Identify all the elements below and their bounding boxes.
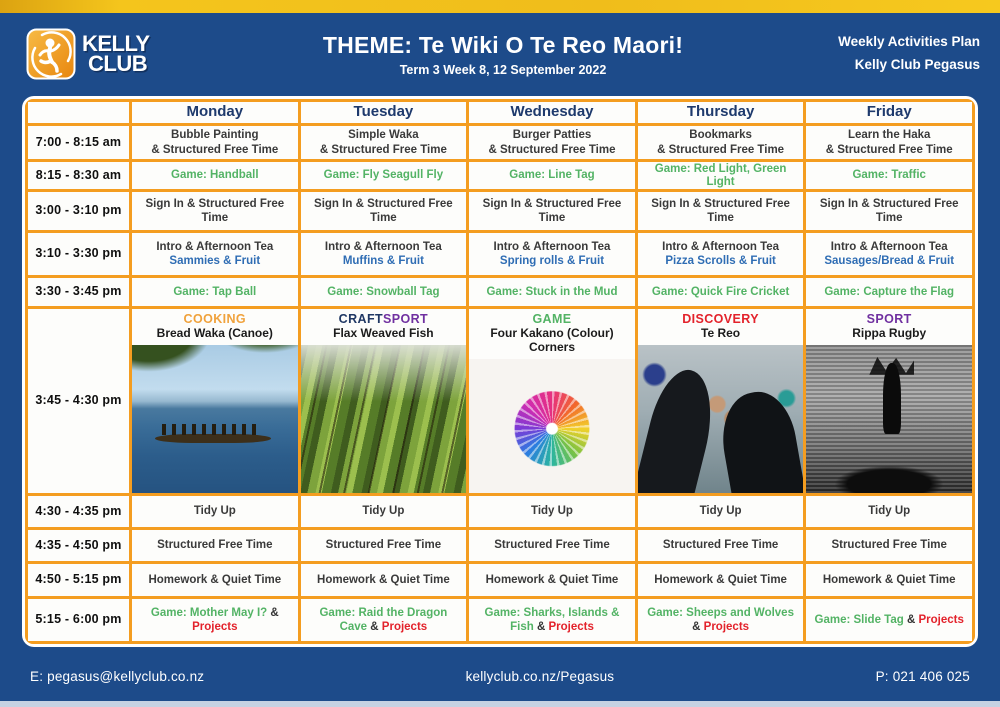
activity-line: Intro & Afternoon Tea	[493, 240, 611, 253]
activity-line: Intro & Afternoon Tea	[156, 240, 274, 253]
activity-line: & Structured Free Time	[488, 143, 616, 156]
activity-line: Burger Patties	[512, 129, 592, 142]
ampersand: &	[536, 621, 546, 633]
afternoon-tea-cell	[301, 233, 467, 275]
game-projects-cell	[132, 599, 298, 641]
game-label: Game: Mother May I?	[150, 606, 268, 619]
game-cell	[132, 278, 298, 306]
activity-label: Sign In & Structured Free Time	[145, 197, 285, 224]
activity-label: Homework & Quiet Time	[148, 573, 282, 586]
session-title	[848, 309, 930, 343]
activity-line: & Structured Free Time	[151, 143, 279, 156]
activity-cell	[638, 126, 804, 159]
game-label: Game: Sheeps and Wolves	[647, 606, 794, 619]
activity-cell	[132, 530, 298, 561]
session-name: Te Reo	[701, 326, 741, 341]
activity-cell	[638, 530, 804, 561]
waka-canoe-photo	[132, 345, 298, 493]
term-week-subtitle: Term 3 Week 8, 12 September 2022	[399, 62, 607, 77]
game-label: Game: Slide Tag	[814, 613, 904, 626]
activity-label: Sign In & Structured Free Time	[314, 197, 453, 224]
activity-cell	[469, 192, 635, 230]
game-projects-text	[137, 606, 293, 634]
kelly-club-logo	[0, 28, 246, 80]
food-label: Spring rolls & Fruit	[499, 255, 605, 267]
game-cell	[638, 278, 804, 306]
game-projects-text	[306, 606, 462, 634]
hongi-greeting-photo	[638, 345, 804, 493]
game-projects-cell	[806, 599, 972, 641]
game-projects-text	[474, 606, 630, 634]
activity-cell	[301, 126, 467, 159]
game-label: Game: Capture the Flag	[824, 285, 955, 298]
activity-label: Tidy Up	[531, 505, 573, 518]
session-cell-game	[469, 309, 635, 493]
afternoon-tea-cell	[469, 233, 635, 275]
activity-label: Homework & Quiet Time	[654, 573, 787, 586]
game-label: Game: Handball	[171, 169, 259, 182]
game-label: Game: Tap Ball	[173, 285, 257, 298]
activity-line: Simple Waka	[348, 129, 419, 142]
afternoon-tea-cell	[132, 233, 298, 275]
activity-cell	[806, 564, 972, 596]
theme-title: THEME: Te Wiki O Te Reo Maori!	[322, 31, 684, 58]
afternoon-tea-cell	[638, 233, 804, 275]
activity-cell	[132, 192, 298, 230]
activity-cell	[638, 496, 804, 527]
activity-label: Structured Free Time	[831, 539, 947, 552]
activity-label: Tidy Up	[193, 505, 236, 518]
activity-line: Intro & Afternoon Tea	[662, 240, 780, 253]
game-projects-cell	[301, 599, 467, 641]
game-cell	[301, 162, 467, 189]
activity-line: & Structured Free Time	[657, 143, 785, 156]
corner-cell	[28, 102, 129, 123]
header	[0, 13, 1000, 95]
time-slot-label: 3:10 - 3:30 pm	[28, 233, 129, 275]
game-label: Game: Quick Fire Cricket	[651, 285, 790, 298]
game-projects-cell	[469, 599, 635, 641]
session-category: GAME	[532, 312, 572, 326]
activity-cell	[638, 192, 804, 230]
activity-label: Structured Free Time	[662, 539, 779, 552]
session-title	[678, 309, 763, 343]
session-name: Rippa Rugby	[852, 326, 927, 341]
activity-label: Structured Free Time	[494, 539, 610, 552]
activity-cell	[806, 530, 972, 561]
game-projects-cell	[638, 599, 804, 641]
timetable-panel	[22, 96, 978, 647]
activity-cell	[301, 192, 467, 230]
activity-line: & Structured Free Time	[319, 143, 447, 156]
game-projects-text	[815, 613, 964, 627]
food-label: Sammies & Fruit	[169, 255, 261, 267]
session-title	[469, 309, 635, 357]
time-slot-label: 3:30 - 3:45 pm	[28, 278, 129, 306]
plan-label: Weekly Activities Plan	[838, 34, 980, 50]
activity-cell	[806, 192, 972, 230]
kelly-club-logo-icon	[26, 28, 76, 80]
flax-tips-photo	[301, 345, 467, 493]
sport-label: SPORT	[383, 312, 429, 326]
time-slot-label: 8:15 - 8:30 am	[28, 162, 129, 189]
session-cell-discovery	[638, 309, 804, 493]
activity-line: Bookmarks	[689, 129, 752, 142]
day-header-thursday: Thursday	[638, 102, 804, 123]
activity-cell	[806, 496, 972, 527]
header-right	[760, 31, 1000, 77]
session-category: DISCOVERY	[682, 312, 759, 326]
game-cell	[301, 278, 467, 306]
session-cell-cooking	[132, 309, 298, 493]
activity-line: Bubble Painting	[171, 129, 259, 142]
activity-line: Intro & Afternoon Tea	[324, 240, 442, 253]
session-cell-craft-sport	[301, 309, 467, 493]
day-header-wednesday: Wednesday	[469, 102, 635, 123]
timetable-grid	[25, 99, 975, 644]
bottom-light-stripe	[0, 701, 1000, 707]
game-cell	[132, 162, 298, 189]
time-slot-label: 7:00 - 8:15 am	[28, 126, 129, 159]
activity-label: Tidy Up	[868, 505, 911, 518]
kelly-club-logo-text	[82, 30, 150, 76]
time-slot-label: 5:15 - 6:00 pm	[28, 599, 129, 641]
footer-website: kellyclub.co.nz/Pegasus	[465, 668, 615, 684]
logo-word-kelly: KELLY	[82, 30, 150, 56]
afternoon-tea-cell	[806, 233, 972, 275]
activity-cell	[301, 496, 467, 527]
game-cell	[469, 278, 635, 306]
time-slot-label: 4:30 - 4:35 pm	[28, 496, 129, 527]
time-slot-label: 3:45 - 4:30 pm	[28, 309, 129, 493]
projects-label: Projects	[192, 621, 238, 633]
activity-cell	[469, 126, 635, 159]
game-cell	[469, 162, 635, 189]
session-name: Four Kakano (Colour) Corners	[490, 326, 614, 355]
game-cell	[806, 278, 972, 306]
activity-label: Sign In & Structured Free Time	[651, 197, 790, 224]
session-category: SPORT	[866, 312, 912, 326]
day-header-friday: Friday	[806, 102, 972, 123]
activity-cell	[132, 126, 298, 159]
projects-label: Projects	[918, 613, 964, 626]
game-label: Game: Red Light, Green Light	[654, 162, 787, 188]
activity-label: Structured Free Time	[325, 539, 442, 552]
activity-cell	[132, 564, 298, 596]
food-label: Muffins & Fruit	[342, 255, 424, 267]
game-label: Game: Line Tag	[509, 169, 595, 182]
session-category: COOKING	[183, 312, 247, 326]
rugby-lineout-photo	[806, 345, 972, 493]
game-label: Game: Snowball Tag	[327, 285, 440, 298]
game-label: Game: Traffic	[852, 169, 926, 182]
food-label: Pizza Scrolls & Fruit	[665, 255, 776, 267]
ampersand: &	[270, 606, 279, 619]
activity-label: Homework & Quiet Time	[485, 573, 619, 586]
activity-cell	[806, 126, 972, 159]
session-cell-sport	[806, 309, 972, 493]
game-label: Game: Stuck in the Mud	[486, 285, 618, 298]
session-name: Flax Weaved Fish	[333, 326, 434, 341]
session-title	[329, 309, 437, 343]
activity-cell	[132, 496, 298, 527]
footer	[0, 659, 1000, 693]
projects-label: Projects	[548, 621, 594, 633]
activity-label: Sign In & Structured Free Time	[819, 197, 959, 224]
logo-word-club: CLUB	[88, 51, 148, 76]
activity-cell	[469, 496, 635, 527]
craft-label: CRAFT	[338, 312, 384, 326]
projects-label: Projects	[381, 621, 428, 633]
game-label: Game: Fly Seagull Fly	[323, 169, 444, 182]
game-cell	[806, 162, 972, 189]
activity-cell	[638, 564, 804, 596]
club-name: Kelly Club Pegasus	[854, 57, 980, 72]
footer-email: E: pegasus@kellyclub.co.nz	[30, 668, 205, 684]
activity-line: Learn the Haka	[847, 129, 931, 142]
activity-cell	[469, 564, 635, 596]
game-cell	[638, 162, 804, 189]
session-title	[153, 309, 277, 343]
session-name: Bread Waka (Canoe)	[156, 326, 273, 341]
top-yellow-stripe	[0, 0, 1000, 13]
projects-label: Projects	[703, 621, 750, 633]
time-slot-label: 3:00 - 3:10 pm	[28, 192, 129, 230]
activity-line: & Structured Free Time	[825, 143, 953, 156]
activity-cell	[469, 530, 635, 561]
activity-label: Sign In & Structured Free Time	[482, 197, 622, 224]
game-label: Game: Sharks, Islands & Fish	[484, 606, 620, 633]
session-category	[333, 312, 433, 326]
activity-label: Homework & Quiet Time	[317, 573, 450, 586]
header-center	[246, 32, 760, 77]
activity-label: Tidy Up	[699, 505, 742, 518]
day-header-tuesday: Tuesday	[301, 102, 467, 123]
activity-cell	[301, 530, 467, 561]
rainbow-flower-photo	[469, 359, 635, 493]
activity-line: Intro & Afternoon Tea	[830, 240, 948, 253]
activity-cell	[301, 564, 467, 596]
ampersand: &	[906, 613, 916, 626]
food-label: Sausages/Bread & Fruit	[824, 255, 955, 267]
time-slot-label: 4:35 - 4:50 pm	[28, 530, 129, 561]
activity-label: Structured Free Time	[157, 539, 273, 552]
ampersand: &	[370, 621, 379, 633]
activity-label: Tidy Up	[362, 505, 405, 518]
day-header-monday: Monday	[132, 102, 298, 123]
activity-label: Homework & Quiet Time	[822, 573, 956, 586]
game-label: Game: Raid the Dragon Cave	[319, 606, 448, 633]
game-projects-text	[643, 606, 799, 634]
ampersand: &	[692, 621, 701, 633]
time-slot-label: 4:50 - 5:15 pm	[28, 564, 129, 596]
footer-phone: P: 021 406 025	[875, 668, 970, 684]
